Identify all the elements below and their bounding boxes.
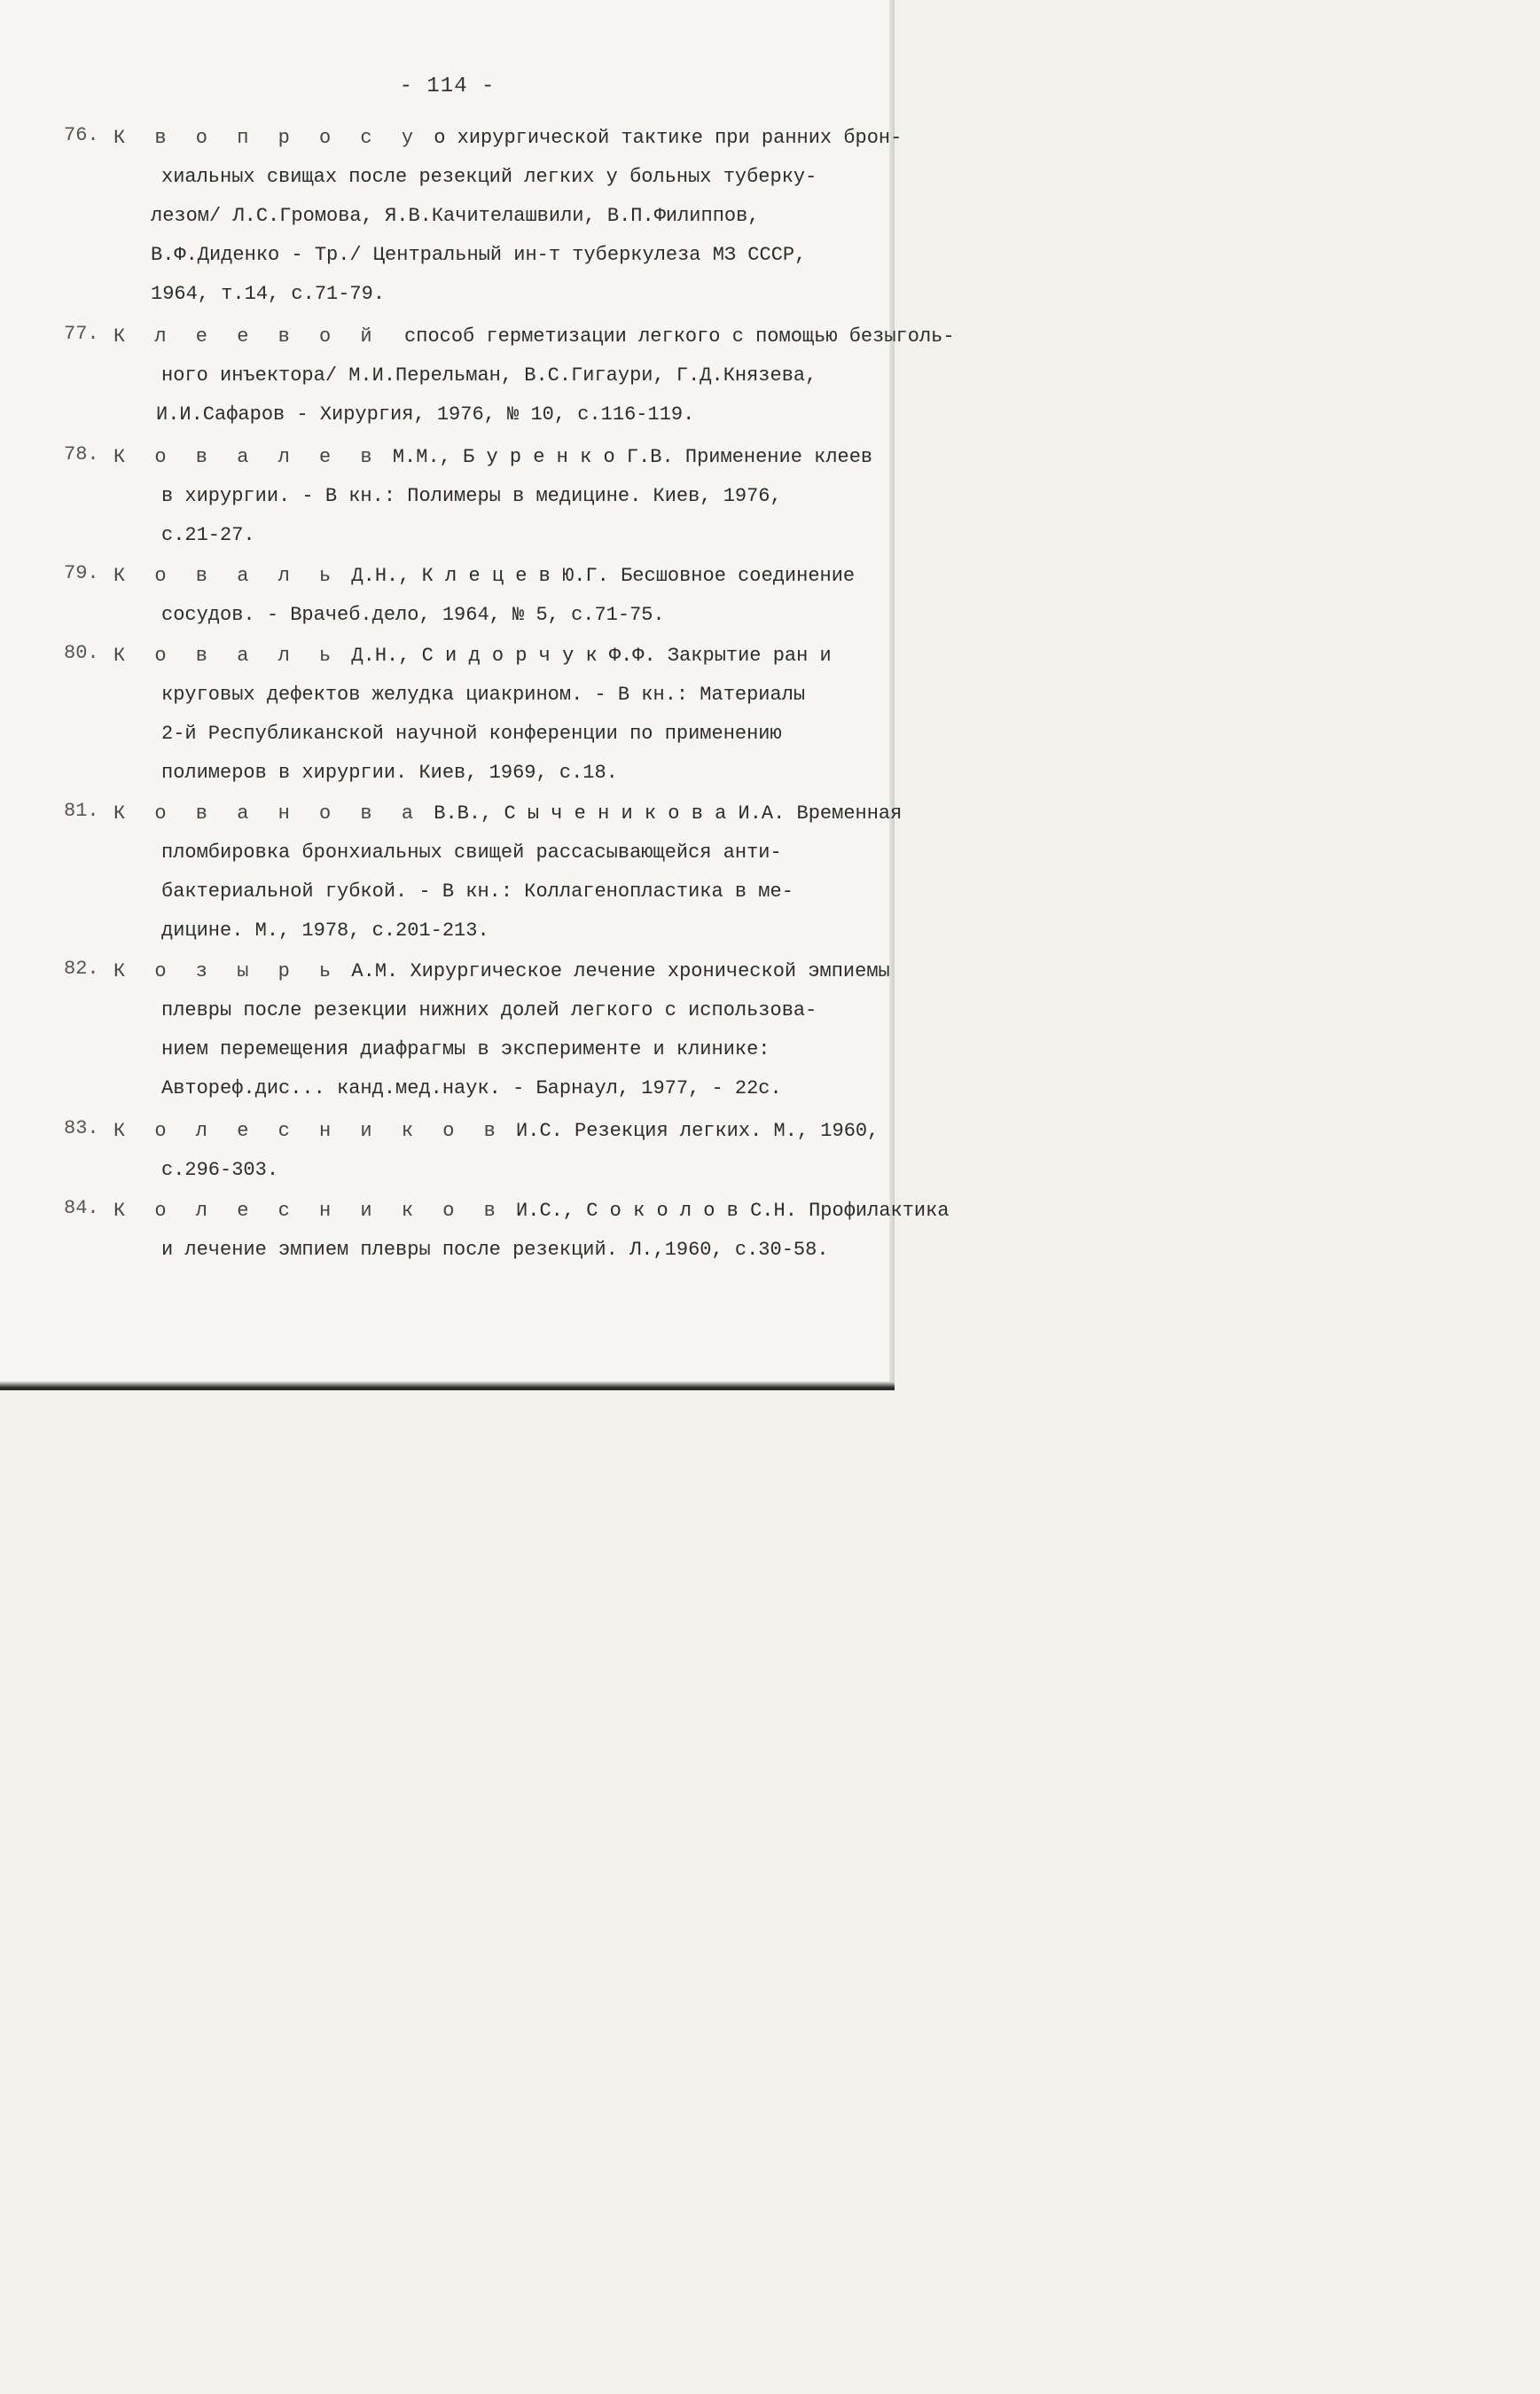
reference-number: 76. (64, 124, 99, 146)
reference-author-spaced: К о в а н о в а (113, 802, 423, 825)
reference-first-line (113, 1197, 950, 1225)
reference-continuation-line: В.Ф.Диденко - Тр./ Центральный ин-т туберкулеза МЗ СССР, (151, 244, 807, 266)
reference-first-line (113, 800, 902, 828)
reference-text: В.В., С ы ч е н и к о в а И.А. Временная (422, 802, 903, 825)
reference-author-spaced: К о л е с н и к о в (113, 1200, 504, 1222)
page-right-edge (889, 0, 895, 1390)
reference-continuation-line: круговых дефектов желудка циакрином. - В кн.: Материалы (161, 684, 806, 706)
reference-first-line (113, 1117, 879, 1146)
reference-continuation-line: и лечение эмпием плевры после резекций. Л.,1960, с.30-58. (161, 1239, 829, 1261)
reference-first-line (113, 124, 902, 153)
reference-continuation-line: лезом/ Л.С.Громова, Я.В.Качителашвили, В.П.Филиппов, (151, 205, 760, 227)
reference-text: И.С. Резекция легких. М., 1960, (504, 1120, 879, 1142)
reference-number: 81. (64, 800, 99, 822)
reference-text: способ герметизации легкого с помощью безыголь- (380, 325, 955, 348)
reference-continuation-line: ного инъектора/ М.И.Перельман, В.С.Гигаури, Г.Д.Князева, (161, 364, 817, 387)
reference-first-line (113, 642, 832, 670)
reference-first-line (113, 958, 890, 986)
reference-first-line (113, 562, 855, 591)
reference-continuation-line: полимеров в хирургии. Киев, 1969, с.18. (161, 762, 618, 784)
reference-text: о хирургической тактике при ранних брон- (422, 127, 903, 149)
reference-continuation-line: 1964, т.14, с.71-79. (151, 283, 386, 305)
reference-number: 79. (64, 562, 99, 584)
reference-text: Д.Н., К л е ц е в Ю.Г. Бесшовное соединение (340, 565, 856, 587)
reference-continuation-line: с.21-27. (161, 524, 255, 546)
reference-author-spaced: К о л е с н и к о в (113, 1120, 504, 1142)
reference-author-spaced: К л е е в о й (113, 325, 381, 348)
reference-first-line (113, 323, 955, 351)
reference-continuation-line: 2-й Республиканской научной конференции по применению (161, 723, 782, 745)
reference-author-spaced: К в о п р о с у (113, 127, 423, 149)
reference-author-spaced: К о в а л ь (113, 645, 340, 667)
reference-author-spaced: К о в а л е в (113, 446, 381, 468)
reference-continuation-line: плевры после резекции нижних долей легкого с использова- (161, 999, 817, 1021)
reference-continuation-line: Автореф.дис... канд.мед.наук. - Барнаул, 1977, - 22с. (161, 1077, 782, 1099)
reference-continuation-line: дицине. М., 1978, с.201-213. (161, 919, 489, 942)
reference-author-spaced: К о з ы р ь (113, 960, 340, 982)
reference-number: 83. (64, 1117, 99, 1139)
reference-continuation-line: нием перемещения диафрагмы в эксперименте и клинике: (161, 1038, 770, 1060)
page-bottom-edge (0, 1381, 895, 1390)
reference-author-spaced: К о в а л ь (113, 565, 340, 587)
reference-number: 77. (64, 323, 99, 345)
reference-number: 82. (64, 958, 99, 980)
reference-continuation-line: И.И.Сафаров - Хирургия, 1976, № 10, с.116-119. (156, 403, 695, 426)
reference-number: 80. (64, 642, 99, 664)
reference-number: 78. (64, 443, 99, 466)
reference-first-line (113, 443, 872, 472)
reference-continuation-line: сосудов. - Врачеб.дело, 1964, № 5, с.71-75. (161, 604, 665, 626)
reference-continuation-line: пломбировка бронхиальных свищей рассасывающейся анти- (161, 841, 782, 864)
reference-text: И.С., С о к о л о в С.Н. Профилактика (504, 1200, 950, 1222)
reference-text: Д.Н., С и д о р ч у к Ф.Ф. Закрытие ран и (340, 645, 832, 667)
reference-continuation-line: хиальных свищах после резекций легких у больных туберку- (161, 166, 817, 188)
page-number: - 114 - (399, 74, 496, 98)
reference-number: 84. (64, 1197, 99, 1219)
reference-text: А.М. Хирургическое лечение хронической эмпиемы (340, 960, 890, 982)
reference-text: М.М., Б у р е н к о Г.В. Применение клеев (380, 446, 873, 468)
reference-continuation-line: в хирургии. - В кн.: Полимеры в медицине. Киев, 1976, (161, 485, 782, 507)
reference-continuation-line: бактериальной губкой. - В кн.: Коллагенопластика в ме- (161, 880, 793, 903)
reference-continuation-line: с.296-303. (161, 1159, 279, 1181)
